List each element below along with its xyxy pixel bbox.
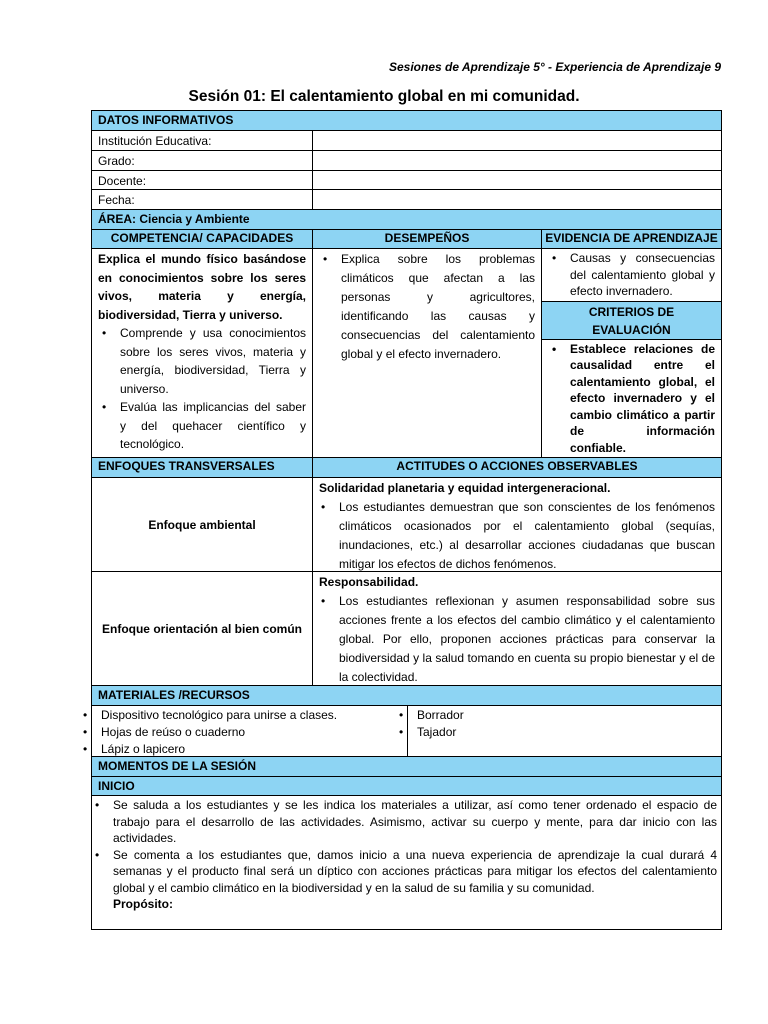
grado-value[interactable] [312, 151, 721, 170]
materiales-right-list [410, 707, 719, 741]
field-label: Docente: [98, 174, 147, 188]
inicio-content [92, 796, 721, 929]
competencias-content-row [92, 249, 721, 458]
evidencia-cell [542, 249, 721, 302]
desempenos-cell [312, 249, 541, 457]
enfoques-header-row [92, 458, 721, 478]
session-title: Sesión 01: El calentamiento global en mi comunidad. [188, 88, 580, 105]
institucion-value[interactable] [312, 131, 721, 150]
inicio-header: INICIO [92, 777, 721, 796]
desempenos-header: DESEMPEÑOS [312, 230, 541, 248]
criterios-cell [542, 340, 721, 458]
material-item: • Hojas de reúso o cuaderno [101, 724, 405, 741]
field-label: Fecha: [98, 193, 135, 207]
materiales-right [407, 706, 721, 756]
enfoque-actions-list [319, 592, 715, 687]
running-head: Sesiones de Aprendizaje 5° - Experiencia de Aprendizaje 9 [388, 60, 721, 74]
field-label: Grado: [98, 154, 135, 168]
field-row-fecha [92, 190, 721, 210]
inicio-list [94, 797, 717, 896]
materiales-row [92, 706, 721, 757]
evidencia-column [541, 249, 721, 457]
field-row-grado [92, 151, 721, 171]
proposito-label: Propósito: [113, 897, 173, 911]
criterios-list [548, 341, 715, 457]
datos-header: DATOS INFORMATIVOS [92, 111, 721, 131]
inicio-item: • Se saluda a los estudiantes y se les indica los materiales a utilizar, así como tener ordenado el espacio de trabajo para el desarrollo de las actividades. Asimismo, activar su cuerpo y mente, para dar inicio con las actividades. [113, 797, 717, 847]
criterios-header: CRITERIOS DE EVALUACIÓN [542, 302, 721, 340]
enfoque-name: Enfoque ambiental [148, 517, 256, 532]
material-item: • Dispositivo tecnológico para unirse a clases. [101, 707, 405, 724]
enfoque-value: Responsabilidad. [319, 575, 419, 589]
enfoque-row-ambiental [92, 478, 721, 572]
capacidad-item: • Comprende y usa conocimientos sobre los seres vivos, materia y energía, biodiversidad, Tierra y universo. [120, 324, 306, 398]
actitudes-header: ACTITUDES O ACCIONES OBSERVABLES [312, 458, 721, 477]
materiales-header: MATERIALES /RECURSOS [92, 686, 721, 706]
field-row-docente [92, 171, 721, 190]
materiales-left [92, 706, 407, 756]
docente-value[interactable] [312, 171, 721, 189]
enfoque-actions-list [319, 498, 715, 574]
enfoque-actions-cell [312, 478, 721, 571]
fecha-value[interactable] [312, 190, 721, 209]
session-table [91, 110, 722, 930]
desempenos-list [319, 250, 535, 364]
momentos-header: MOMENTOS DE LA SESIÓN [92, 757, 721, 777]
material-item: • Tajador [417, 724, 719, 741]
enfoques-header: ENFOQUES TRANSVERSALES [92, 458, 312, 477]
criterio-item: • Establece relaciones de causalidad entre el calentamiento global, el efecto invernadero y el cambio climático a partir de información confiable. [570, 341, 715, 457]
material-item: • Lápiz o lapicero [101, 741, 405, 758]
inicio-content-row [92, 796, 721, 930]
capacidades-list [98, 324, 306, 454]
competencia-header: COMPETENCIA/ CAPACIDADES [92, 230, 312, 248]
competencia-text: Explica el mundo físico basándose en conocimientos sobre los seres vivos, materia y energía, biodiversidad, Tierra y universo. [98, 252, 306, 322]
competencia-cell [92, 249, 312, 457]
enfoque-row-bien-comun [92, 572, 721, 686]
evidencia-list [548, 250, 715, 300]
evidencia-header: EVIDENCIA DE APRENDIZAJE [541, 230, 721, 248]
capacidad-item: • Evalúa las implicancias del saber y del quehacer científico y tecnológico. [120, 398, 306, 454]
field-row-institucion [92, 131, 721, 151]
enfoque-value: Solidaridad planetaria y equidad intergeneracional. [319, 481, 611, 495]
material-item: • Borrador [417, 707, 719, 724]
desempeno-item: • Explica sobre los problemas climáticos que afectan a las personas y agricultores, identificando las causas y consecuencias del calentamiento global y el efecto invernadero. [341, 250, 535, 364]
inicio-item: • Se comenta a los estudiantes que, damos inicio a una nueva experiencia de aprendizaje la cual durará 4 semanas y el producto final será un díptico con acciones prácticas para mitigar los efectos del calentamiento global y el cambio climático en la biodiversidad y en la salud de su familia y su comunidad. [113, 847, 717, 897]
competencias-header-row [92, 230, 721, 249]
materiales-left-list [94, 707, 405, 758]
field-label: Institución Educativa: [98, 134, 212, 148]
enfoque-action-item: • Los estudiantes reflexionan y asumen responsabilidad sobre sus acciones frente a los efectos del cambio climático y el calentamiento global. Por ello, proponen acciones prácticas para conservar la biodiversidad y la salud tomando en cuenta su propio bienestar y el de la colectividad. [339, 592, 715, 687]
enfoque-action-item: • Los estudiantes demuestran que son conscientes de los fenómenos climáticos ocasionados por el calentamiento global (sequías, inundaciones, etc.) al desarrollar acciones ciudadanas que buscan mitigar los efectos de dichos fenómenos. [339, 498, 715, 574]
enfoque-name: Enfoque orientación al bien común [101, 621, 302, 636]
enfoque-actions-cell [312, 572, 721, 685]
area-header: ÁREA: Ciencia y Ambiente [92, 210, 721, 230]
evidencia-item: • Causas y consecuencias del calentamiento global y efecto invernadero. [570, 250, 715, 300]
